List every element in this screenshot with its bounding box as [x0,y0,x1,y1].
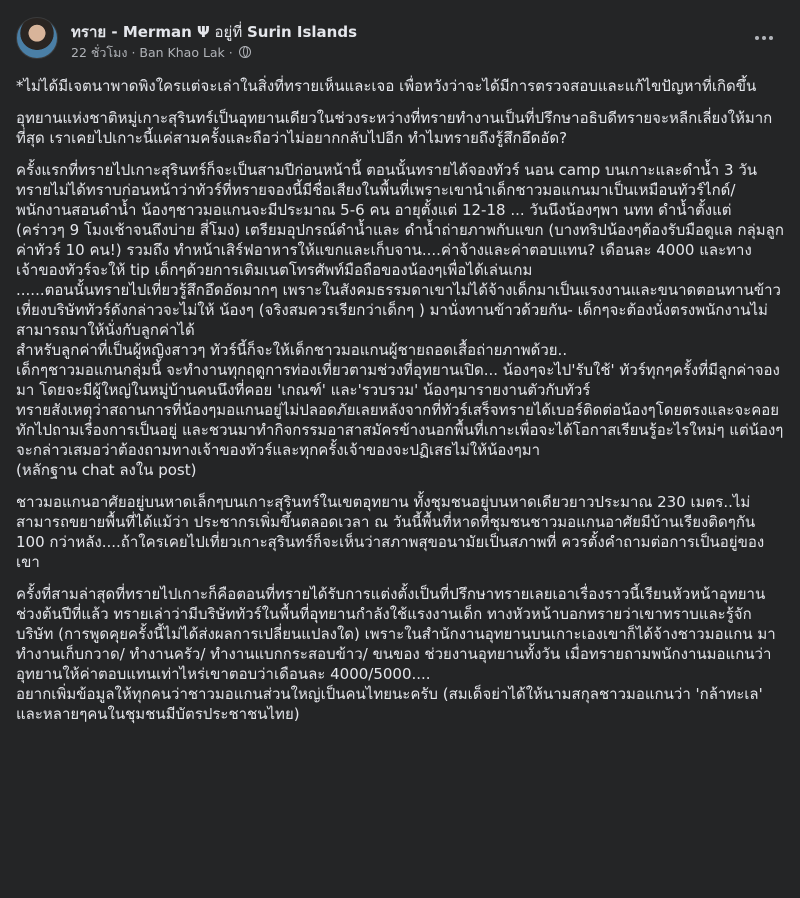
post-meta [71,44,357,62]
post-paragraph: *ไม่ได้มีเจตนาพาดพิงใครแต่จะเล่าในสิ่งที่ทรายเห็นและเจอ เพื่อหวังว่าจะได้มีการตรวจสอบและแก้ไขปัญหาที่เกิดขึ้น [16,77,757,95]
post-paragraph: ชาวมอแกนอาศัยอยู่บนหาดเล็กๆบนเกาะสุรินทร์ในเขตอุทยาน ทั้งชุมชนอยู่บนหาดเดียวยาวประมาณ 230 เมตร..ไม่สามารถขยายพื้นที่ได้แม้ว่า ประชากรเพิ่มขึ้นตลอดเวลา ณ วันนี้พื้นที่หาดที่ชุมชนชาวมอแกนอาศัยมีบ้านเรียงติดๆกัน 100 กว่าหลัง....ถ้าใครเคยไปเที่ยวเกาะสุรินทร์ก็จะเห็นว่าสภาพสุขอนามัยเป็นสภาพที่ ควรตั้งคำถามต่อการเป็นอยู่ของเขา [16,493,765,571]
post-paragraph: อุทยานแห่งชาติหมู่เกาะสุรินทร์เป็นอุทยานเดียวในช่วงระหว่างที่ทรายทำงานเป็นที่ปรึกษาอธิบดีทรายจะหลีกเลี่ยงให้มากที่สุด เราเคยไปเกาะนี้แค่สามครั้งและถือว่าไม่อยากกลับไปอีก ทำไมทรายถึงรู้สึกอึดอัด? [16,109,773,147]
post-paragraph: ครั้งที่สามล่าสุดที่ทรายไปเกาะก็คือตอนที่ทรายได้รับการแต่งตั้งเป็นที่ปรึกษาทรายเลยเอาเรื่องราวนี้เรียนหัวหน้าอุทยานช่วงต้นปีที่แล้ว ทรายเล่าว่ามีบริษัททัวร์ในพื้นที่อุทยานกำลังใช้แรงงานเด็ก ทางหัวหน้าบอกทรายว่าเขาทราบและรู้จักบริษัท (การพูดคุยครั้งนี้ไม่ได้ส่งผลการเปลี่ยนแปลงใด) เพราะในสำนักงานอุทยานบนเกาะเองเขาก็ได้จ้างชาวมอแกน มาทำงานเก็บกวาด/ ทำงานครัว/ ทำงานแบกกระสอบข้าว/ ขนของ ช่วยงานอุทยานทั้งวัน เมื่อทรายถามพนักงานมอแกนว่าอุทยานให้ค่าตอบแทนเท่าไหร่เขาตอบว่าเดือนละ 4000/5000.... อยากเพิ่มข้อมูลให้ทุกคนว่าชาวมอแกนส่วนใหญ่เป็นคนไทยนะครับ (สมเด็จย่าได้ให้นามสกุลชาวมอแกนว่า 'กล้าทะเล' และหลายๆคนในชุมชนมีบัตรประชาชนไทย) [16,585,776,723]
meta-separator: · [131,45,136,60]
checkin-text: อยู่ที่ [214,23,243,41]
post-timestamp[interactable]: 22 ชั่วโมง [71,45,128,60]
post-title-line [71,22,357,42]
post-header [0,0,800,72]
checkin-location-link[interactable]: Surin Islands [246,23,358,41]
post-place[interactable]: Ban Khao Lak [139,45,225,60]
globe-icon[interactable] [239,46,251,58]
more-options-icon[interactable] [746,26,782,50]
post-paragraph: ครั้งแรกที่ทรายไปเกาะสุรินทร์ก็จะเป็นสามปีก่อนหน้านี้ ตอนนั้นทรายได้จองทัวร์ นอน camp บนเกาะและดำน้ำ 3 วัน ทรายไม่ได้ทราบก่อนหน้าว่าทัวร์ที่ทรายจองนี้มีชื่อเสียงในพื้นที่เพราะเขานำเด็กชาวมอแกนมาเป็นเหมือนทัวร์ไกด์/ พนักงานสอนดำน้ำ น้องๆชาวมอแกนจะมีประมาณ 5-6 คน อายุตั้งแต่ 12-18 ... วันนึงน้องๆพา นทท ดำน้ำตั้งแต่ (คร่าวๆ 9 โมงเช้าจนถึงบ่าย สี่โมง) เตรียมอุปกรณ์ดำน้ำและ ดำน้ำถ่ายภาพกับแขก (บางทริปน้องๆต้องรับมือดูแล กลุ่มลูกค่าทัวร์ 10 คน!) รวมถึง ทำหน้าเสิร์ฟอาหารให้แขกและเก็บจาน....ค่าจ้างและค่าตอบแทน? เดือนละ 4000 และทางเจ้าของทัวร์จะให้ tip เด็กๆด้วยการเติมเนตโทรศัพท์มือถือของน้องๆเพื่อได้เล่นเกม ......ตอนนั้นทรายไปเที่ยวรู้สึกอึดอัดมากๆ เพราะในสังคมธรรมดาเขาไม่ได้จ้างเด็กมาเป็นแรงงานและขนาดตอนทานข้าวเที่ยงบริษัททัวร์ดังกล่าวจะไม่ให้ น้องๆ (จริงสมควรเรียกว่าเด็กๆ ) มานั่งทานข้าวด้วยกัน- เด็กๆจะต้องนั่งตรงพนักงานไม่สามารถมาให้นั่งกับลูกค่าได้ สำหรับลูกค่าที่เป็นผู้หญิงสาวๆ ทัวร์นี้ก็จะให้เด็กชาวมอแกนผู้ชายถอดเสื้อถ่ายภาพด้วย.. เด็กๆชาวมอแกนกลุ่มนี้ จะทำงานทุกฤดูการท่องเที่ยวตามช่วงที่อุทยานเปิด... น้องๆจะไป'รับใช้' ทัวร์ทุกๆครั้งที่มีลูกค่าจองมา โดยจะมีผู้ใหญ่ในหมู่บ้านคนนึงที่คอย 'เกณฑ์' และ'รวบรวม' น้องๆมารายงานตัวกับทัวร์ ทรายสังเหตุว่าสถานการที่น้องๆมอแกนอยู่ไม่ปลอดภัยเลยหลังจากที่ทัวร์เสร็จทรายได้เบอร์ติดต่อน้องๆโดยตรงและจะคอยทักไปถามเรื่องการเป็นอยู่ และชวนมาทำกิจกรรมอาสาสมัครข้างนอกพื้นที่เกาะเพื่อจะได้โอกาสเรียนรู้อะไรใหม่ๆ แต่น้องๆจะกล่าวเสมอว่าต้องถามทางเจ้าของทัวร์และทุกครั้งเจ้าของจะปฏิเสธไม่ให้น้องๆมา (หลักฐาน chat ลงใน post) [16,161,784,479]
post-body [0,76,800,724]
meta-separator: · [228,45,233,60]
post-header-text [71,22,357,62]
avatar[interactable] [16,17,58,59]
author-name[interactable]: ทราย - Merman Ψ [71,23,210,41]
